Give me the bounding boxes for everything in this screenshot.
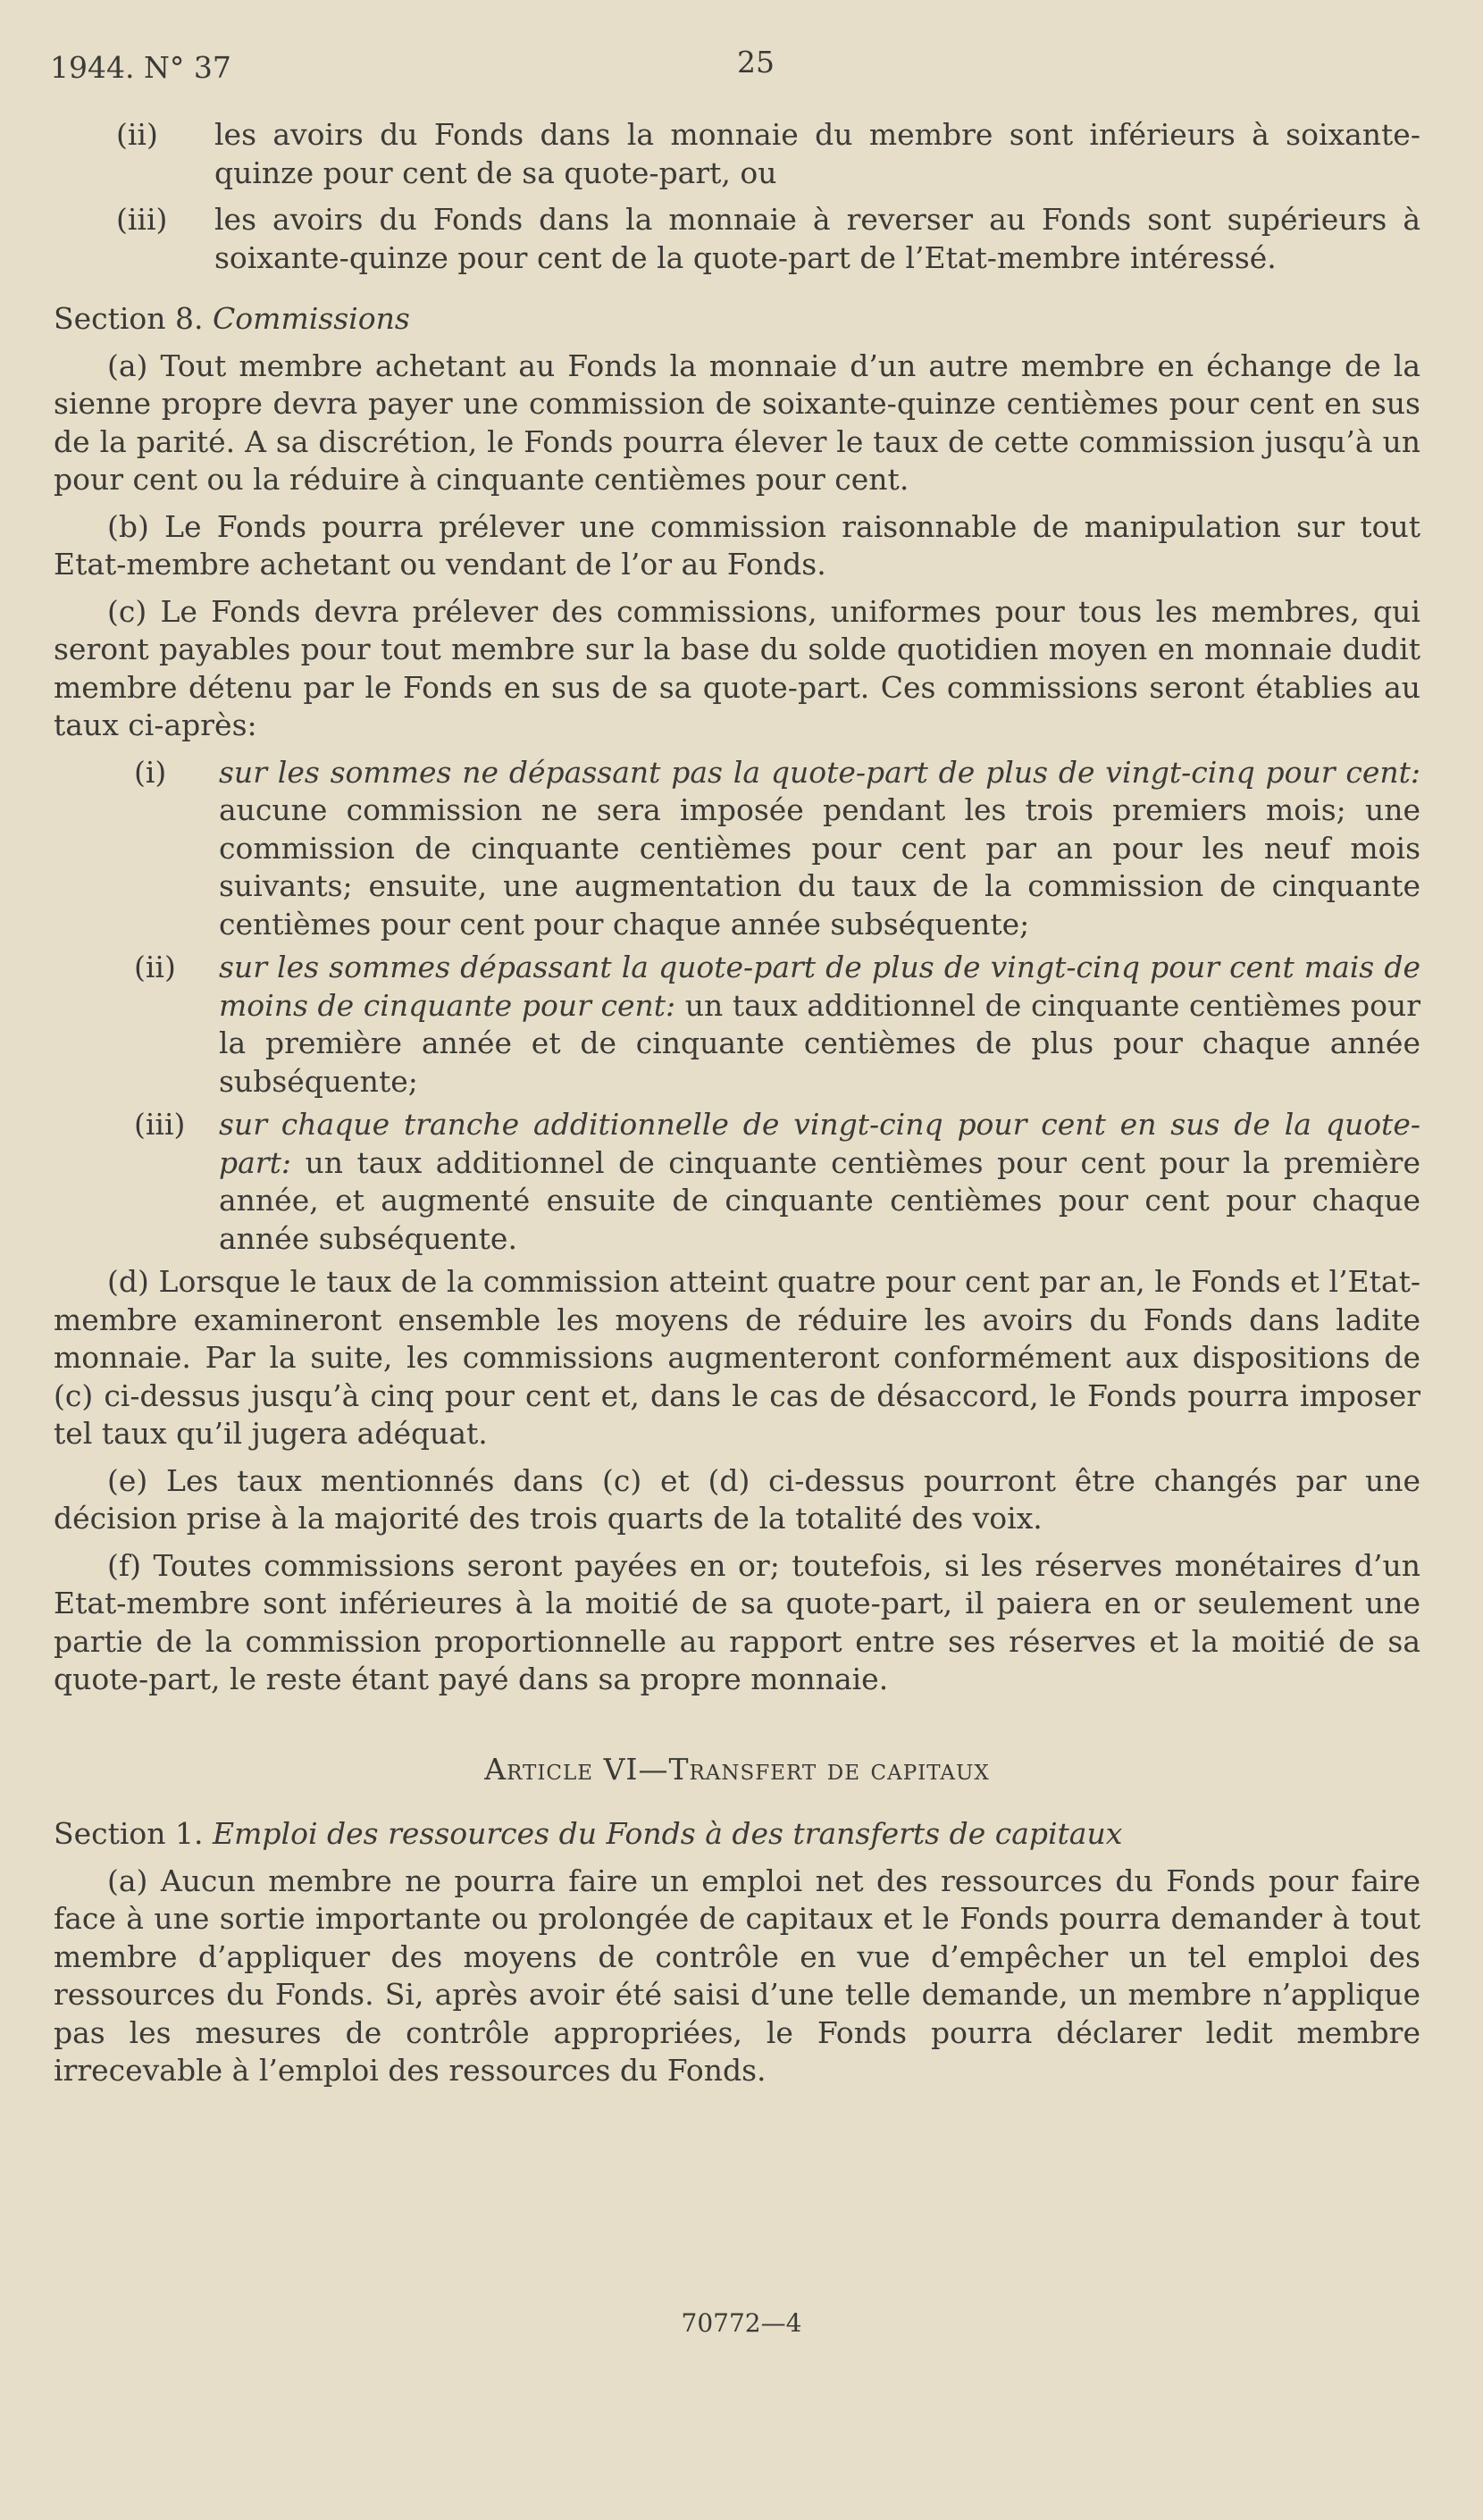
paragraph-c [54, 593, 1420, 745]
section-heading [54, 300, 1420, 339]
running-head: 1944. N° 37 [50, 50, 231, 85]
paragraph-text: Tout membre achetant au Fonds la monnaie d’un autre membre en échange de la sienne propre devra payer une commission de soixante-quinze centièmes pour cent en sus de la parité. A sa discrétion, le Fonds pourra élever le taux de cette commission jusqu’à un pour cent ou la réduire à cinquante centièmes pour cent. [54, 347, 1420, 497]
section-title: Commissions [213, 301, 410, 336]
paragraph-b [54, 508, 1420, 584]
document-body [54, 116, 1420, 2099]
paragraph-label: (f) [107, 1547, 141, 1583]
printer-code: 70772—4 [681, 2308, 802, 2338]
paragraph-text: Le Fonds devra prélever des commissions, uniformes pour tous les membres, qui seront payables pour tout membre sur la base du solde quotidien moyen en monnaie dudit membre détenu par le Fonds en sus de sa quote-part. Ces commissions seront établies au taux ci-après: [54, 593, 1420, 742]
list-item-text: les avoirs du Fonds dans la monnaie du membre sont inférieurs à soixante-quinze pour cent de sa quote-part, ou [214, 117, 1420, 190]
section-heading [54, 1815, 1420, 1854]
rate-item-number: (ii) [134, 950, 176, 984]
rate-item-text: un taux additionnel de cinquante centièmes pour la première année et de cinquante centièmes de plus pour chaque année subséquente; [219, 987, 1420, 1099]
page-header [36, 32, 1447, 86]
section-title: Emploi des ressources du Fonds à des transferts de capitaux [213, 1816, 1123, 1851]
rate-item-text: un taux additionnel de cinquante centièmes pour cent pour la première année, et augmenté ensuite de cinquante centièmes pour cent pour chaque année subséquente. [219, 1144, 1420, 1256]
list-item [54, 116, 1420, 192]
rate-item-body [219, 949, 1420, 1101]
rate-item [134, 1106, 1420, 1258]
rate-item-number: (i) [134, 754, 167, 790]
section-label: Section 1. [54, 1816, 204, 1851]
rate-item-lead: sur les sommes dépassant la quote-part de plus de vingt-cinq pour cent mais de moins de cinquante pour cent: [219, 950, 1420, 1023]
paragraph-label: (a) [107, 347, 148, 383]
paragraph-f [54, 1547, 1420, 1699]
rate-item-number: (iii) [134, 1107, 186, 1142]
paragraph-text: Toutes commissions seront payées en or; toutefois, si les réserves monétaires d’un Etat-membre sont inférieures à la moitié de sa quote-part, il paiera en or seulement une partie de la commission proportionnelle au rapport entre ses réserves et la moitié de sa quote-part, le reste étant payé dans sa propre monnaie. [54, 1547, 1420, 1696]
paragraph-a [54, 347, 1420, 499]
list-item-number: (iii) [116, 202, 168, 237]
rate-item-lead: sur chaque tranche additionnelle de vingt-cinq pour cent en sus de la quote-part: [219, 1107, 1420, 1180]
paragraph-label: (a) [107, 1863, 148, 1898]
list-item-number: (ii) [116, 117, 158, 152]
paragraph-label: (c) [107, 593, 147, 629]
section-label: Section 8. [54, 301, 204, 336]
rate-item [134, 754, 1420, 944]
rate-item-lead: sur les sommes ne dépassant pas la quote-part de plus de vingt-cinq pour cent: [219, 754, 1420, 790]
rate-item-text: aucune commission ne sera imposée pendant les trois premiers mois; une commission de cinquante centièmes pour cent par an pour les neuf mois suivants; ensuite, une augmentation du taux de la commission de cinquante centièmes pour cent pour chaque année subséquente; [219, 792, 1420, 942]
paragraph-d [54, 1263, 1420, 1453]
list-item-text: les avoirs du Fonds dans la monnaie à reverser au Fonds sont supérieurs à soixante-quinze pour cent de la quote-part de l’Etat-membre intéressé. [214, 202, 1420, 275]
rate-item-body [219, 754, 1420, 944]
page-number: 25 [737, 45, 775, 80]
list-item [54, 201, 1420, 277]
paragraph-a [54, 1863, 1420, 2090]
paragraph-label: (b) [107, 508, 149, 544]
paragraph-text: Le Fonds pourra prélever une commission raisonnable de manipulation sur tout Etat-membre achetant ou vendant de l’or au Fonds. [54, 508, 1420, 582]
paragraph-text: Lorsque le taux de la commission atteint quatre pour cent par an, le Fonds et l’Etat-membre examineront ensemble les moyens de réduire les avoirs du Fonds dans ladite monnaie. Par la suite, les commissions augmenteront conformément aux dispositions de (c) ci-dessus jusqu’à cinq pour cent et, dans le cas de désaccord, le Fonds pourra imposer tel taux qu’il jugera adéquat. [54, 1264, 1420, 1451]
rate-item [134, 949, 1420, 1101]
paragraph-text: Les taux mentionnés dans (c) et (d) ci-dessus pourront être changés par une décision prise à la majorité des trois quarts de la totalité des voix. [54, 1462, 1420, 1536]
paragraph-e [54, 1462, 1420, 1538]
paragraph-text: Aucun membre ne pourra faire un emploi net des ressources du Fonds pour faire face à une sortie importante ou prolongée de capitaux et le Fonds pourra demander à tout membre d’appliquer des moyens de contrôle en vue d’empêcher un tel emploi des ressources du Fonds. Si, après avoir été saisi d’une telle demande, un membre n’applique pas les mesures de contrôle appropriées, le Fonds pourra déclarer ledit membre irrecevable à l’emploi des ressources du Fonds. [54, 1863, 1420, 2088]
paragraph-label: (e) [107, 1462, 148, 1498]
article-heading: Article VI—Transfert de capitaux [484, 1751, 990, 1787]
rate-item-body [219, 1106, 1420, 1258]
paragraph-label: (d) [107, 1264, 149, 1299]
